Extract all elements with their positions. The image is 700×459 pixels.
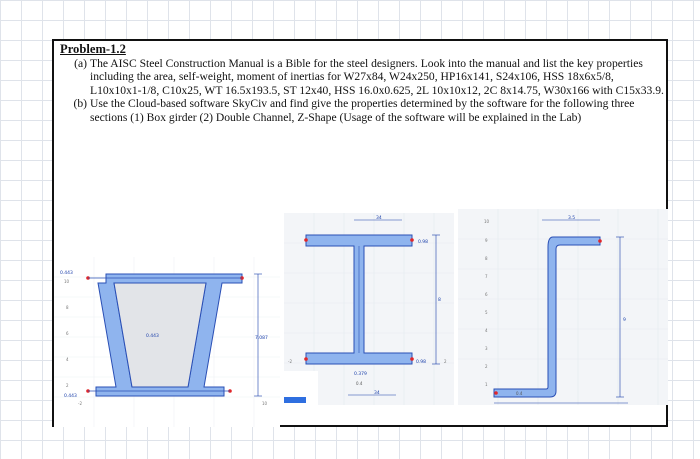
problem-title: Problem-1.2: [60, 42, 126, 56]
x-tick: -2: [78, 401, 82, 406]
part-a-text: The AISC Steel Construction Manual is a Bible for the steel designers. Look into the manual and list the key properties including the area, self-weight, moment of inertias for W27x84, W24x250, HP16x141, S24x106, HSS 18x6x5/8, L10x10x1-1/8, C10x25, WT 16.5x193.5, ST 12x40, HSS 16.0x0.625, 2L 10x10x12, 2C 8x14.75, W30x166 with C15x33.9.: [90, 56, 664, 97]
y-tick: 4: [66, 357, 69, 362]
part-b-label: (b): [73, 97, 87, 111]
x-tick: 2: [444, 359, 447, 364]
dim-height: 8: [438, 298, 441, 303]
dim-height: 9: [623, 318, 626, 323]
dim-flange-top: 0.98: [418, 240, 429, 245]
y-tick: 2: [66, 383, 69, 388]
y-tick: 6: [485, 292, 488, 297]
scale-bar: [284, 397, 306, 403]
y-tick: 8: [66, 305, 69, 310]
figure-box-girder: [54, 257, 280, 427]
y-tick: 3: [485, 346, 488, 351]
y-tick: 10: [484, 219, 490, 224]
part-a-label: (a): [74, 56, 87, 70]
y-tick: 5: [485, 310, 488, 315]
dim-flange-bottom: 0.98: [416, 360, 427, 365]
dim-web: 0.443: [146, 334, 159, 339]
dim-width-bottom: 34: [374, 391, 380, 396]
dim-height: 7.087: [255, 336, 268, 341]
dim-top-flange: 0.443: [60, 271, 73, 276]
x-tick: 10: [262, 401, 268, 406]
dim-bottom-flange: 0.443: [64, 394, 77, 399]
dim-width-top: 3.5: [568, 216, 576, 221]
y-tick: 2: [485, 364, 488, 369]
figure-z-shape: [458, 209, 668, 405]
z-shape-drawing: [458, 209, 668, 405]
problem-sheet: [52, 39, 668, 427]
y-tick: 1: [485, 382, 488, 387]
double-channel-drawing: [284, 213, 454, 405]
y-tick: 10: [64, 279, 70, 284]
y-tick: 9: [485, 238, 488, 243]
box-girder-drawing: [54, 257, 280, 427]
dim-thickness: 0.4: [516, 391, 523, 396]
problem-text: [60, 43, 664, 125]
x-tick: -2: [288, 359, 292, 364]
y-tick: 7: [485, 274, 488, 279]
figure-double-channel: [284, 213, 454, 405]
part-b-text: Use the Cloud-based software SkyCiv and find give the properties determined by the software for the following three sections (1) Box girder (2) Double Channel, Z-Shape (Usage of the software will be explained in the Lab): [90, 97, 635, 124]
dim-web: 0.379: [354, 372, 367, 377]
y-tick: 4: [485, 328, 488, 333]
dim-width-top: 34: [376, 216, 382, 221]
part-b: [60, 97, 664, 124]
part-a: [60, 57, 664, 98]
dim-web-gap: 0.4: [356, 381, 363, 386]
y-tick: 8: [485, 256, 488, 261]
y-tick: 6: [66, 331, 69, 336]
